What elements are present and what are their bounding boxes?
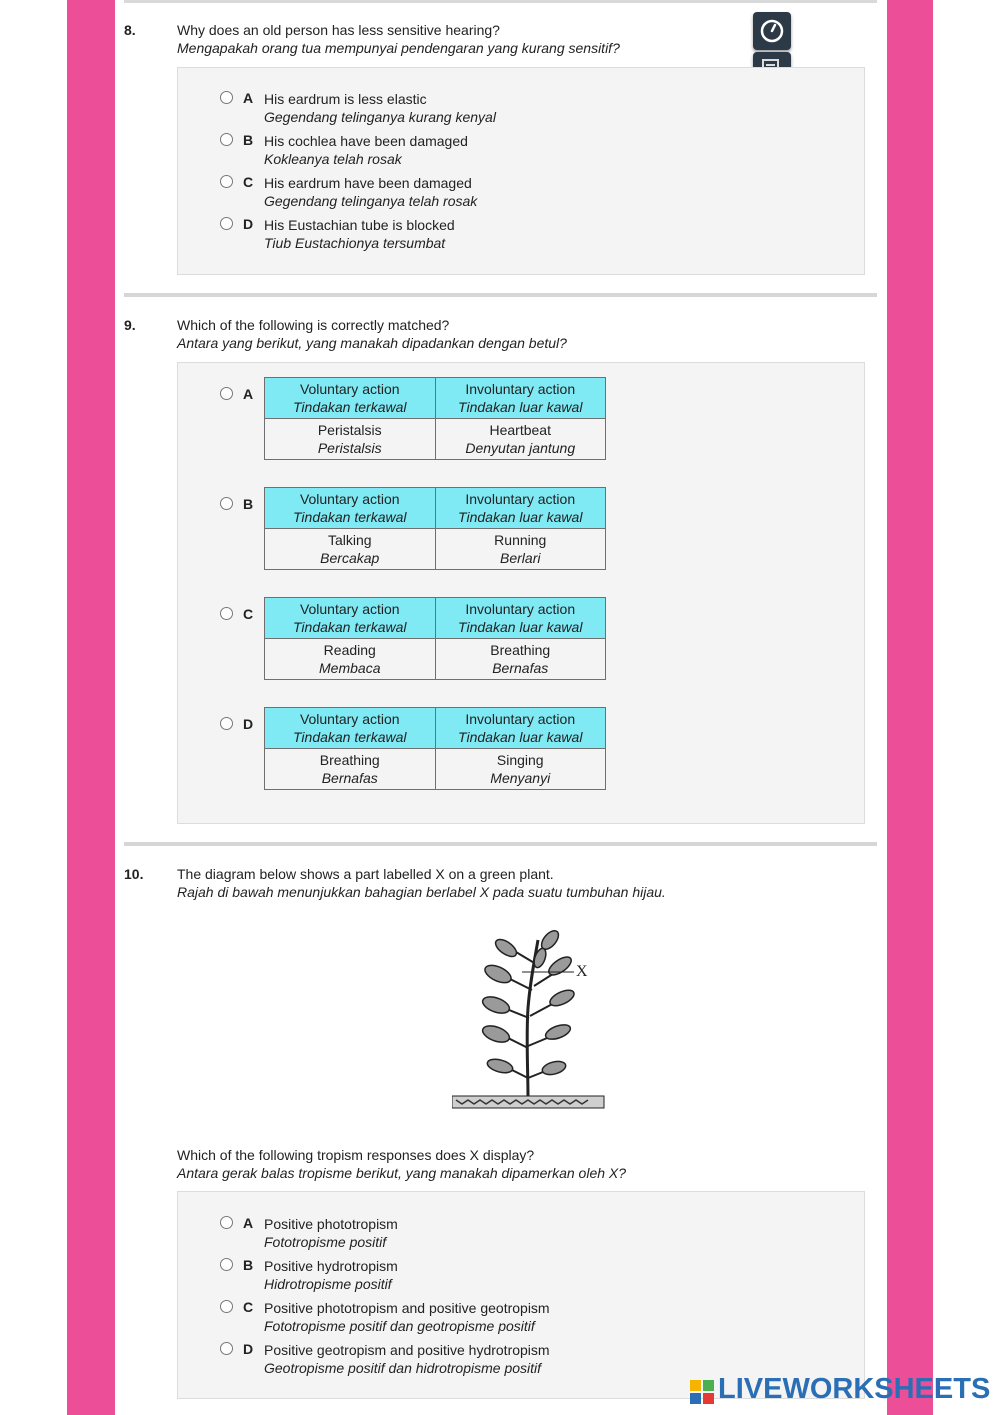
option-en: His cochlea have been damaged — [264, 133, 468, 149]
radio-button[interactable] — [220, 387, 233, 400]
header-voluntary: Voluntary action Tindakan terkawal — [265, 708, 436, 749]
cell-involuntary: Breathing Bernafas — [435, 639, 606, 680]
match-table — [264, 707, 606, 790]
option-ms: Fototropisme positif — [264, 1234, 387, 1250]
header-involuntary: Involuntary action Tindakan luar kawal — [435, 708, 606, 749]
option-letter: A — [243, 90, 254, 106]
option-letter: D — [243, 1341, 254, 1357]
cell-involuntary: Singing Menyanyi — [435, 749, 606, 790]
radio-button[interactable] — [220, 717, 233, 730]
question-number: 9. — [124, 317, 136, 333]
cell-voluntary: Talking Bercakap — [265, 529, 436, 570]
question-en: Which of the following is correctly matched? — [177, 317, 450, 333]
option-ms: Kokleanya telah rosak — [264, 151, 402, 167]
option-ms: Fototropisme positif dan geotropisme positif — [264, 1318, 535, 1334]
header-voluntary: Voluntary action Tindakan terkawal — [265, 378, 436, 419]
question-text — [177, 316, 567, 352]
header-voluntary: Voluntary action Tindakan terkawal — [265, 488, 436, 529]
option-text — [264, 1341, 744, 1377]
option-letter: C — [243, 1299, 254, 1315]
option-text — [264, 216, 744, 252]
liveworksheets-logo-icon — [690, 1380, 714, 1404]
option-en: His eardrum is less elastic — [264, 91, 427, 107]
radio-button[interactable] — [220, 1258, 233, 1271]
option-text — [264, 1299, 744, 1335]
cell-involuntary: Running Berlari — [435, 529, 606, 570]
sub-question-ms: Antara gerak balas tropisme berikut, yang manakah dipamerkan oleh X? — [177, 1165, 627, 1181]
question-ms: Mengapakah orang tua mempunyai pendengaran yang kurang sensitif? — [177, 40, 620, 56]
radio-button[interactable] — [220, 133, 233, 146]
header-involuntary: Involuntary action Tindakan luar kawal — [435, 378, 606, 419]
match-table — [264, 597, 606, 680]
option-ms: Hidrotropisme positif — [264, 1276, 392, 1292]
question-text — [177, 21, 620, 57]
option-ms: Gegendang telinganya telah rosak — [264, 193, 478, 209]
section-divider — [124, 293, 877, 297]
timer-icon — [753, 12, 791, 50]
option-text — [264, 90, 744, 126]
match-table — [264, 487, 606, 570]
match-table — [264, 377, 606, 460]
cell-voluntary: Reading Membaca — [265, 639, 436, 680]
option-letter: B — [243, 1257, 254, 1273]
question-text — [177, 865, 666, 901]
option-en: His Eustachian tube is blocked — [264, 217, 455, 233]
cell-voluntary: Breathing Bernafas — [265, 749, 436, 790]
question-number: 8. — [124, 22, 136, 38]
cell-involuntary: Heartbeat Denyutan jantung — [435, 419, 606, 460]
radio-button[interactable] — [220, 1300, 233, 1313]
plant-diagram — [452, 928, 612, 1110]
top-divider — [124, 0, 877, 3]
sub-question-en: Which of the following tropism responses does X display? — [177, 1147, 535, 1163]
option-en: Positive phototropism — [264, 1216, 398, 1232]
radio-button[interactable] — [220, 497, 233, 510]
option-letter: A — [243, 386, 254, 402]
option-letter: D — [243, 716, 254, 732]
option-text — [264, 1215, 744, 1251]
question-en: The diagram below shows a part labelled X on a green plant. — [177, 866, 554, 882]
option-letter: B — [243, 496, 254, 512]
option-letter: D — [243, 216, 254, 232]
question-en: Why does an old person has less sensitive hearing? — [177, 22, 500, 38]
radio-button[interactable] — [220, 1342, 233, 1355]
option-ms: Tiub Eustachionya tersumbat — [264, 235, 446, 251]
header-voluntary: Voluntary action Tindakan terkawal — [265, 598, 436, 639]
option-letter: C — [243, 174, 254, 190]
left-border — [67, 0, 115, 1415]
option-ms: Geotropisme positif dan hidrotropisme positif — [264, 1360, 542, 1376]
question-number: 10. — [124, 866, 144, 882]
radio-button[interactable] — [220, 217, 233, 230]
radio-button[interactable] — [220, 175, 233, 188]
option-letter: C — [243, 606, 254, 622]
option-letter: A — [243, 1215, 254, 1231]
radio-button[interactable] — [220, 1216, 233, 1229]
cell-voluntary: Peristalsis Peristalsis — [265, 419, 436, 460]
option-en: Positive hydrotropism — [264, 1258, 398, 1274]
sub-question-text — [177, 1146, 626, 1182]
question-ms: Antara yang berikut, yang manakah dipadankan dengan betul? — [177, 335, 567, 351]
radio-button[interactable] — [220, 607, 233, 620]
option-en: Positive phototropism and positive geotropism — [264, 1300, 550, 1316]
question-ms: Rajah di bawah menunjukkan bahagian berlabel X pada suatu tumbuhan hijau. — [177, 884, 666, 900]
option-text — [264, 132, 744, 168]
option-ms: Gegendang telinganya kurang kenyal — [264, 109, 496, 125]
liveworksheets-logo[interactable]: LIVEWORKSHEETS — [718, 1373, 991, 1405]
right-border — [887, 0, 933, 1415]
diagram-label-x: X — [576, 963, 588, 980]
header-involuntary: Involuntary action Tindakan luar kawal — [435, 488, 606, 529]
option-letter: B — [243, 132, 254, 148]
radio-button[interactable] — [220, 91, 233, 104]
option-text — [264, 1257, 744, 1293]
option-en: Positive geotropism and positive hydrotropism — [264, 1342, 550, 1358]
option-text — [264, 174, 744, 210]
timer-button[interactable] — [753, 12, 791, 50]
section-divider — [124, 842, 877, 846]
option-en: His eardrum have been damaged — [264, 175, 472, 191]
header-involuntary: Involuntary action Tindakan luar kawal — [435, 598, 606, 639]
